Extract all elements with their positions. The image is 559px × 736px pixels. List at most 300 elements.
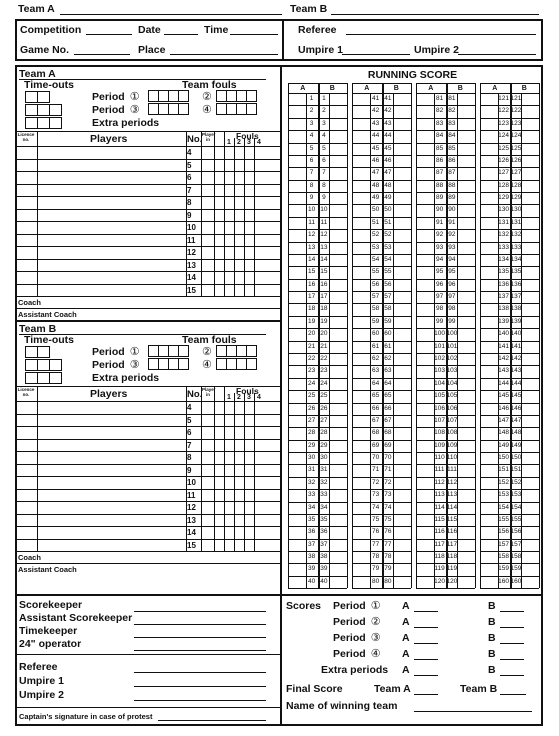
rs-b-mark-cell[interactable] [329, 180, 347, 192]
rs-a-mark-cell[interactable] [352, 254, 370, 266]
extra-b-field[interactable] [500, 675, 524, 676]
rs-b-mark-cell[interactable] [393, 291, 411, 303]
rs-b-mark-cell[interactable] [329, 130, 347, 142]
rs-b-mark-cell[interactable] [521, 254, 539, 266]
rs-a-mark-cell[interactable] [352, 576, 370, 588]
rs-a-mark-cell[interactable] [480, 551, 498, 563]
umpire1-field[interactable] [342, 54, 410, 55]
table-row[interactable] [15, 464, 280, 477]
rs-b-mark-cell[interactable] [393, 105, 411, 117]
rs-a-mark-cell[interactable] [288, 279, 306, 291]
rs-a-mark-cell[interactable] [480, 390, 498, 402]
rs-a-mark-cell[interactable] [352, 464, 370, 476]
period-b-field[interactable] [500, 611, 524, 612]
rs-a-mark-cell[interactable] [416, 303, 434, 315]
table-row[interactable] [15, 146, 280, 159]
winning-team-field[interactable] [414, 711, 532, 712]
rs-b-mark-cell[interactable] [521, 279, 539, 291]
rs-b-mark-cell[interactable] [393, 155, 411, 167]
rs-a-mark-cell[interactable] [288, 365, 306, 377]
rs-b-mark-cell[interactable] [393, 180, 411, 192]
rs-b-mark-cell[interactable] [457, 217, 475, 229]
assistant-scorekeeper-field[interactable] [134, 624, 266, 625]
rs-a-mark-cell[interactable] [416, 328, 434, 340]
rs-a-mark-cell[interactable] [288, 353, 306, 365]
rs-a-mark-cell[interactable] [416, 180, 434, 192]
table-row[interactable] [15, 401, 280, 414]
rs-a-mark-cell[interactable] [416, 204, 434, 216]
rs-a-mark-cell[interactable] [416, 378, 434, 390]
rs-b-mark-cell[interactable] [457, 415, 475, 427]
rs-a-mark-cell[interactable] [288, 452, 306, 464]
rs-a-mark-cell[interactable] [480, 403, 498, 415]
rs-a-mark-cell[interactable] [416, 514, 434, 526]
rs-b-mark-cell[interactable] [329, 415, 347, 427]
rs-b-mark-cell[interactable] [329, 563, 347, 575]
umpire2-sign-field[interactable] [134, 700, 266, 701]
rs-b-mark-cell[interactable] [521, 167, 539, 179]
rs-a-mark-cell[interactable] [480, 514, 498, 526]
date-field[interactable] [164, 34, 198, 35]
rs-a-mark-cell[interactable] [352, 563, 370, 575]
rs-a-mark-cell[interactable] [416, 105, 434, 117]
rs-b-mark-cell[interactable] [329, 229, 347, 241]
rs-a-mark-cell[interactable] [288, 130, 306, 142]
period-a-field[interactable] [414, 627, 438, 628]
rs-a-mark-cell[interactable] [352, 526, 370, 538]
rs-b-mark-cell[interactable] [521, 464, 539, 476]
rs-a-mark-cell[interactable] [288, 105, 306, 117]
rs-a-mark-cell[interactable] [288, 204, 306, 216]
rs-a-mark-cell[interactable] [288, 266, 306, 278]
team-b-name-line[interactable] [331, 14, 539, 15]
rs-a-mark-cell[interactable] [416, 390, 434, 402]
rs-a-mark-cell[interactable] [288, 229, 306, 241]
rs-b-mark-cell[interactable] [393, 242, 411, 254]
rs-a-mark-cell[interactable] [352, 365, 370, 377]
team-a-team-foul-box[interactable] [246, 103, 257, 115]
rs-b-mark-cell[interactable] [393, 427, 411, 439]
team-b-timeout-box[interactable] [49, 359, 62, 371]
rs-b-mark-cell[interactable] [393, 279, 411, 291]
rs-b-mark-cell[interactable] [329, 328, 347, 340]
rs-a-mark-cell[interactable] [352, 291, 370, 303]
timekeeper-field[interactable] [134, 637, 266, 638]
rs-a-mark-cell[interactable] [288, 415, 306, 427]
rs-a-mark-cell[interactable] [480, 427, 498, 439]
team-b-timeout-box[interactable] [49, 372, 62, 384]
rs-a-mark-cell[interactable] [352, 328, 370, 340]
rs-a-mark-cell[interactable] [352, 266, 370, 278]
rs-a-mark-cell[interactable] [480, 242, 498, 254]
table-row[interactable] [15, 259, 280, 272]
rs-b-mark-cell[interactable] [393, 217, 411, 229]
rs-b-mark-cell[interactable] [329, 551, 347, 563]
rs-a-mark-cell[interactable] [480, 440, 498, 452]
rs-a-mark-cell[interactable] [288, 217, 306, 229]
rs-b-mark-cell[interactable] [521, 526, 539, 538]
rs-a-mark-cell[interactable] [288, 155, 306, 167]
rs-b-mark-cell[interactable] [393, 229, 411, 241]
rs-b-mark-cell[interactable] [457, 266, 475, 278]
rs-a-mark-cell[interactable] [416, 316, 434, 328]
rs-b-mark-cell[interactable] [329, 390, 347, 402]
rs-a-mark-cell[interactable] [288, 514, 306, 526]
rs-a-mark-cell[interactable] [352, 204, 370, 216]
rs-b-mark-cell[interactable] [457, 551, 475, 563]
rs-b-mark-cell[interactable] [393, 118, 411, 130]
period-b-field[interactable] [500, 659, 524, 660]
rs-a-mark-cell[interactable] [352, 551, 370, 563]
rs-a-mark-cell[interactable] [480, 489, 498, 501]
rs-b-mark-cell[interactable] [521, 365, 539, 377]
rs-a-mark-cell[interactable] [480, 316, 498, 328]
rs-b-mark-cell[interactable] [521, 180, 539, 192]
rs-b-mark-cell[interactable] [521, 192, 539, 204]
rs-b-mark-cell[interactable] [521, 563, 539, 575]
rs-a-mark-cell[interactable] [288, 563, 306, 575]
rs-b-mark-cell[interactable] [521, 514, 539, 526]
rs-b-mark-cell[interactable] [393, 477, 411, 489]
rs-a-mark-cell[interactable] [480, 539, 498, 551]
rs-b-mark-cell[interactable] [457, 204, 475, 216]
rs-b-mark-cell[interactable] [329, 427, 347, 439]
rs-a-mark-cell[interactable] [352, 180, 370, 192]
rs-a-mark-cell[interactable] [480, 143, 498, 155]
rs-b-mark-cell[interactable] [457, 452, 475, 464]
rs-a-mark-cell[interactable] [480, 130, 498, 142]
rs-b-mark-cell[interactable] [521, 217, 539, 229]
rs-b-mark-cell[interactable] [457, 576, 475, 588]
rs-b-mark-cell[interactable] [521, 477, 539, 489]
final-team-b-field[interactable] [500, 694, 526, 695]
rs-a-mark-cell[interactable] [480, 526, 498, 538]
rs-a-mark-cell[interactable] [480, 477, 498, 489]
rs-a-mark-cell[interactable] [352, 118, 370, 130]
rs-b-mark-cell[interactable] [457, 378, 475, 390]
rs-b-mark-cell[interactable] [457, 390, 475, 402]
team-b-timeout-box[interactable] [37, 346, 50, 358]
rs-b-mark-cell[interactable] [393, 539, 411, 551]
rs-b-mark-cell[interactable] [457, 180, 475, 192]
rs-b-mark-cell[interactable] [329, 167, 347, 179]
team-a-team-foul-box[interactable] [178, 103, 189, 115]
rs-b-mark-cell[interactable] [457, 155, 475, 167]
rs-b-mark-cell[interactable] [521, 390, 539, 402]
team-a-team-foul-box[interactable] [246, 90, 257, 102]
rs-b-mark-cell[interactable] [457, 427, 475, 439]
rs-b-mark-cell[interactable] [457, 93, 475, 105]
rs-b-mark-cell[interactable] [457, 229, 475, 241]
rs-b-mark-cell[interactable] [393, 452, 411, 464]
rs-a-mark-cell[interactable] [288, 242, 306, 254]
table-row[interactable] [15, 426, 280, 439]
rs-a-mark-cell[interactable] [416, 254, 434, 266]
period-b-field[interactable] [500, 643, 524, 644]
rs-b-mark-cell[interactable] [393, 514, 411, 526]
umpire2-field[interactable] [458, 54, 536, 55]
team-b-team-foul-box[interactable] [246, 345, 257, 357]
rs-b-mark-cell[interactable] [393, 464, 411, 476]
umpire1-sign-field[interactable] [134, 686, 266, 687]
table-row[interactable] [15, 501, 280, 514]
rs-a-mark-cell[interactable] [416, 229, 434, 241]
team-b-team-foul-box[interactable] [246, 358, 257, 370]
rs-b-mark-cell[interactable] [329, 279, 347, 291]
rs-b-mark-cell[interactable] [521, 266, 539, 278]
rs-a-mark-cell[interactable] [416, 563, 434, 575]
rs-b-mark-cell[interactable] [521, 105, 539, 117]
rs-a-mark-cell[interactable] [480, 576, 498, 588]
rs-b-mark-cell[interactable] [457, 563, 475, 575]
rs-a-mark-cell[interactable] [288, 427, 306, 439]
rs-b-mark-cell[interactable] [457, 489, 475, 501]
team-a-team-foul-box[interactable] [178, 90, 189, 102]
rs-b-mark-cell[interactable] [393, 303, 411, 315]
rs-a-mark-cell[interactable] [416, 93, 434, 105]
table-row[interactable] [15, 526, 280, 539]
rs-b-mark-cell[interactable] [457, 167, 475, 179]
rs-a-mark-cell[interactable] [352, 105, 370, 117]
table-row[interactable] [15, 209, 280, 222]
rs-a-mark-cell[interactable] [288, 328, 306, 340]
rs-a-mark-cell[interactable] [352, 514, 370, 526]
rs-a-mark-cell[interactable] [352, 217, 370, 229]
rs-a-mark-cell[interactable] [288, 192, 306, 204]
rs-a-mark-cell[interactable] [352, 167, 370, 179]
rs-b-mark-cell[interactable] [329, 118, 347, 130]
rs-b-mark-cell[interactable] [457, 526, 475, 538]
rs-a-mark-cell[interactable] [288, 291, 306, 303]
table-row[interactable] [15, 476, 280, 489]
rs-a-mark-cell[interactable] [288, 403, 306, 415]
rs-b-mark-cell[interactable] [393, 254, 411, 266]
rs-b-mark-cell[interactable] [329, 341, 347, 353]
rs-b-mark-cell[interactable] [393, 365, 411, 377]
scorekeeper-field[interactable] [134, 611, 266, 612]
rs-a-mark-cell[interactable] [288, 254, 306, 266]
competition-field[interactable] [86, 34, 132, 35]
rs-b-mark-cell[interactable] [521, 328, 539, 340]
rs-b-mark-cell[interactable] [457, 341, 475, 353]
rs-a-mark-cell[interactable] [352, 229, 370, 241]
rs-b-mark-cell[interactable] [457, 242, 475, 254]
rs-b-mark-cell[interactable] [329, 526, 347, 538]
rs-a-mark-cell[interactable] [352, 539, 370, 551]
table-row[interactable] [15, 196, 280, 209]
rs-a-mark-cell[interactable] [352, 303, 370, 315]
rs-a-mark-cell[interactable] [416, 353, 434, 365]
rs-a-mark-cell[interactable] [352, 440, 370, 452]
rs-b-mark-cell[interactable] [457, 440, 475, 452]
rs-b-mark-cell[interactable] [329, 303, 347, 315]
rs-b-mark-cell[interactable] [329, 502, 347, 514]
table-row[interactable] [15, 284, 280, 297]
rs-b-mark-cell[interactable] [329, 254, 347, 266]
rs-b-mark-cell[interactable] [521, 452, 539, 464]
rs-a-mark-cell[interactable] [416, 192, 434, 204]
table-row[interactable] [15, 414, 280, 427]
table-row[interactable] [15, 234, 280, 247]
rs-b-mark-cell[interactable] [329, 477, 347, 489]
rs-a-mark-cell[interactable] [288, 118, 306, 130]
rs-a-mark-cell[interactable] [480, 279, 498, 291]
rs-b-mark-cell[interactable] [521, 303, 539, 315]
period-a-field[interactable] [414, 643, 438, 644]
rs-a-mark-cell[interactable] [480, 217, 498, 229]
rs-a-mark-cell[interactable] [416, 539, 434, 551]
rs-b-mark-cell[interactable] [521, 489, 539, 501]
rs-b-mark-cell[interactable] [329, 464, 347, 476]
rs-a-mark-cell[interactable] [352, 242, 370, 254]
rs-a-mark-cell[interactable] [288, 502, 306, 514]
rs-a-mark-cell[interactable] [288, 180, 306, 192]
rs-a-mark-cell[interactable] [288, 167, 306, 179]
rs-a-mark-cell[interactable] [480, 452, 498, 464]
rs-a-mark-cell[interactable] [352, 390, 370, 402]
rs-b-mark-cell[interactable] [521, 291, 539, 303]
table-row[interactable] [15, 514, 280, 527]
rs-a-mark-cell[interactable] [480, 563, 498, 575]
rs-a-mark-cell[interactable] [416, 576, 434, 588]
rs-b-mark-cell[interactable] [329, 353, 347, 365]
rs-b-mark-cell[interactable] [521, 427, 539, 439]
rs-a-mark-cell[interactable] [480, 415, 498, 427]
rs-b-mark-cell[interactable] [457, 254, 475, 266]
rs-a-mark-cell[interactable] [416, 118, 434, 130]
rs-b-mark-cell[interactable] [329, 93, 347, 105]
table-row[interactable] [15, 159, 280, 172]
rs-a-mark-cell[interactable] [352, 489, 370, 501]
rs-b-mark-cell[interactable] [329, 440, 347, 452]
table-row[interactable] [15, 439, 280, 452]
rs-b-mark-cell[interactable] [521, 242, 539, 254]
extra-a-field[interactable] [414, 675, 438, 676]
table-row[interactable] [15, 221, 280, 234]
rs-b-mark-cell[interactable] [329, 204, 347, 216]
rs-b-mark-cell[interactable] [329, 576, 347, 588]
operator24-field[interactable] [134, 650, 266, 651]
rs-b-mark-cell[interactable] [393, 204, 411, 216]
rs-a-mark-cell[interactable] [416, 365, 434, 377]
rs-a-mark-cell[interactable] [352, 316, 370, 328]
rs-a-mark-cell[interactable] [416, 143, 434, 155]
rs-a-mark-cell[interactable] [480, 303, 498, 315]
rs-a-mark-cell[interactable] [480, 167, 498, 179]
rs-a-mark-cell[interactable] [416, 415, 434, 427]
rs-a-mark-cell[interactable] [352, 403, 370, 415]
rs-b-mark-cell[interactable] [521, 93, 539, 105]
rs-a-mark-cell[interactable] [480, 229, 498, 241]
rs-b-mark-cell[interactable] [329, 242, 347, 254]
rs-a-mark-cell[interactable] [480, 105, 498, 117]
rs-b-mark-cell[interactable] [521, 118, 539, 130]
rs-b-mark-cell[interactable] [457, 192, 475, 204]
rs-a-mark-cell[interactable] [352, 279, 370, 291]
rs-a-mark-cell[interactable] [352, 353, 370, 365]
rs-b-mark-cell[interactable] [457, 291, 475, 303]
rs-a-mark-cell[interactable] [480, 155, 498, 167]
rs-b-mark-cell[interactable] [457, 328, 475, 340]
rs-b-mark-cell[interactable] [393, 502, 411, 514]
rs-a-mark-cell[interactable] [352, 415, 370, 427]
rs-b-mark-cell[interactable] [521, 539, 539, 551]
rs-b-mark-cell[interactable] [393, 378, 411, 390]
rs-b-mark-cell[interactable] [393, 403, 411, 415]
rs-a-mark-cell[interactable] [352, 155, 370, 167]
table-row[interactable] [15, 171, 280, 184]
rs-b-mark-cell[interactable] [329, 105, 347, 117]
captain-signature-field[interactable] [158, 720, 266, 721]
rs-a-mark-cell[interactable] [480, 341, 498, 353]
rs-a-mark-cell[interactable] [416, 266, 434, 278]
rs-b-mark-cell[interactable] [393, 551, 411, 563]
rs-a-mark-cell[interactable] [480, 180, 498, 192]
rs-b-mark-cell[interactable] [329, 192, 347, 204]
rs-a-mark-cell[interactable] [480, 254, 498, 266]
rs-b-mark-cell[interactable] [393, 167, 411, 179]
rs-a-mark-cell[interactable] [480, 502, 498, 514]
rs-a-mark-cell[interactable] [288, 341, 306, 353]
rs-b-mark-cell[interactable] [521, 440, 539, 452]
rs-a-mark-cell[interactable] [416, 526, 434, 538]
rs-a-mark-cell[interactable] [480, 464, 498, 476]
rs-b-mark-cell[interactable] [393, 440, 411, 452]
rs-a-mark-cell[interactable] [288, 464, 306, 476]
rs-b-mark-cell[interactable] [457, 303, 475, 315]
table-row[interactable] [15, 271, 280, 284]
rs-b-mark-cell[interactable] [457, 118, 475, 130]
rs-a-mark-cell[interactable] [288, 539, 306, 551]
rs-a-mark-cell[interactable] [288, 316, 306, 328]
rs-b-mark-cell[interactable] [521, 316, 539, 328]
team-a-timeout-box[interactable] [49, 117, 62, 129]
rs-a-mark-cell[interactable] [352, 502, 370, 514]
time-field[interactable] [230, 34, 278, 35]
rs-a-mark-cell[interactable] [480, 365, 498, 377]
rs-b-mark-cell[interactable] [393, 341, 411, 353]
rs-b-mark-cell[interactable] [457, 279, 475, 291]
rs-b-mark-cell[interactable] [521, 143, 539, 155]
rs-b-mark-cell[interactable] [521, 576, 539, 588]
rs-b-mark-cell[interactable] [329, 155, 347, 167]
game-no-field[interactable] [74, 54, 130, 55]
rs-a-mark-cell[interactable] [480, 93, 498, 105]
place-field[interactable] [170, 54, 278, 55]
referee-field[interactable] [346, 34, 536, 35]
rs-b-mark-cell[interactable] [521, 353, 539, 365]
table-row[interactable] [15, 451, 280, 464]
rs-a-mark-cell[interactable] [416, 440, 434, 452]
rs-b-mark-cell[interactable] [457, 365, 475, 377]
referee-sign-field[interactable] [134, 672, 266, 673]
rs-a-mark-cell[interactable] [416, 217, 434, 229]
rs-a-mark-cell[interactable] [416, 502, 434, 514]
team-a-name-line[interactable] [60, 14, 282, 15]
rs-b-mark-cell[interactable] [393, 143, 411, 155]
rs-b-mark-cell[interactable] [329, 365, 347, 377]
rs-a-mark-cell[interactable] [416, 167, 434, 179]
rs-a-mark-cell[interactable] [352, 427, 370, 439]
rs-b-mark-cell[interactable] [457, 316, 475, 328]
rs-b-mark-cell[interactable] [329, 489, 347, 501]
rs-b-mark-cell[interactable] [393, 130, 411, 142]
rs-a-mark-cell[interactable] [288, 551, 306, 563]
rs-b-mark-cell[interactable] [521, 155, 539, 167]
rs-a-mark-cell[interactable] [480, 378, 498, 390]
rs-b-mark-cell[interactable] [393, 576, 411, 588]
period-b-field[interactable] [500, 627, 524, 628]
